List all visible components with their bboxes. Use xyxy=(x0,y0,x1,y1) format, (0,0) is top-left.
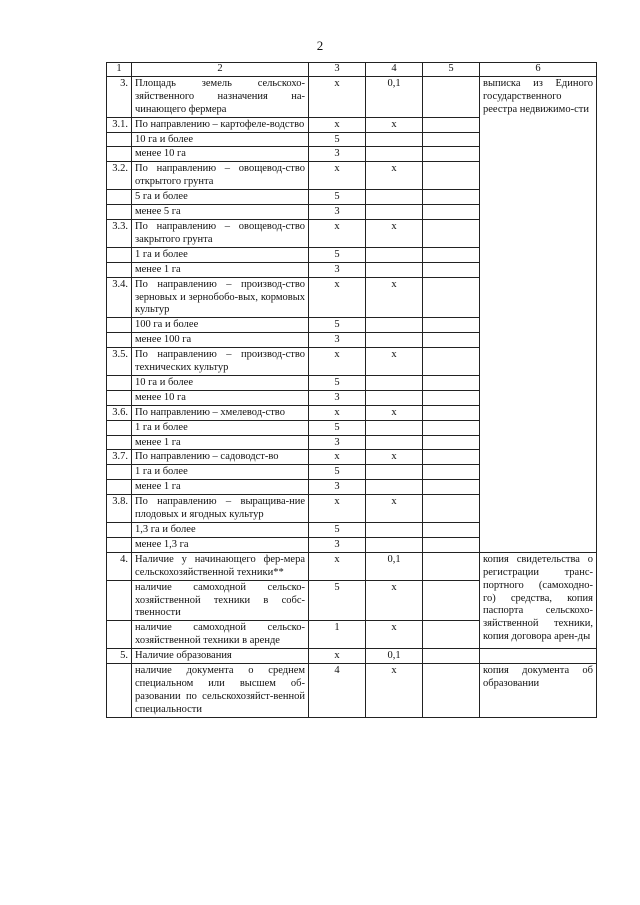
column-3-cell: 3 xyxy=(309,333,366,348)
column-5-cell xyxy=(423,375,480,390)
criterion-cell: 5 га и более xyxy=(132,190,309,205)
row-number xyxy=(107,333,132,348)
column-4-cell: 0,1 xyxy=(366,552,423,580)
column-4-cell xyxy=(366,247,423,262)
column-3-cell: 5 xyxy=(309,580,366,621)
row-number: 3.7. xyxy=(107,450,132,465)
column-4-cell: 0,1 xyxy=(366,76,423,117)
column-3-cell: x xyxy=(309,405,366,420)
row-number xyxy=(107,523,132,538)
criterion-cell: 1 га и более xyxy=(132,465,309,480)
column-3-cell: 5 xyxy=(309,318,366,333)
row-number xyxy=(107,435,132,450)
column-3-cell: 3 xyxy=(309,537,366,552)
criterion-cell: По направлению – овощевод-ство закрытого грунта xyxy=(132,219,309,247)
column-3-cell: x xyxy=(309,277,366,318)
column-4-cell: x xyxy=(366,664,423,718)
column-3-cell: 5 xyxy=(309,132,366,147)
column-header-5: 5 xyxy=(423,63,480,77)
criterion-cell: По направлению – производ-ство зерновых и зернобобо-вых, кормовых культур xyxy=(132,277,309,318)
column-header-4: 4 xyxy=(366,63,423,77)
column-5-cell xyxy=(423,420,480,435)
column-4-cell xyxy=(366,318,423,333)
column-5-cell xyxy=(423,348,480,376)
row-number xyxy=(107,147,132,162)
criterion-cell: менее 5 га xyxy=(132,205,309,220)
column-5-cell xyxy=(423,390,480,405)
column-3-cell: 5 xyxy=(309,465,366,480)
column-5-cell xyxy=(423,205,480,220)
column-4-cell: x xyxy=(366,348,423,376)
row-number xyxy=(107,132,132,147)
column-3-cell: 5 xyxy=(309,420,366,435)
column-5-cell xyxy=(423,247,480,262)
column-5-cell xyxy=(423,649,480,664)
row-number: 3.5. xyxy=(107,348,132,376)
column-5-cell xyxy=(423,162,480,190)
column-5-cell xyxy=(423,465,480,480)
column-3-cell: 3 xyxy=(309,262,366,277)
column-3-cell: x xyxy=(309,649,366,664)
column-3-cell: 3 xyxy=(309,480,366,495)
criterion-cell: По направлению – картофеле-водство xyxy=(132,117,309,132)
criterion-cell: менее 1 га xyxy=(132,435,309,450)
column-4-cell xyxy=(366,205,423,220)
row-number: 3.3. xyxy=(107,219,132,247)
column-3-cell: 5 xyxy=(309,523,366,538)
criterion-cell: менее 10 га xyxy=(132,147,309,162)
table-row xyxy=(107,552,597,580)
column-3-cell: x xyxy=(309,162,366,190)
column-4-cell: x xyxy=(366,405,423,420)
column-4-cell: x xyxy=(366,162,423,190)
row-number xyxy=(107,205,132,220)
column-3-cell: x xyxy=(309,117,366,132)
column-4-cell xyxy=(366,132,423,147)
column-5-cell xyxy=(423,664,480,718)
row-number xyxy=(107,664,132,718)
criterion-cell: Наличие образования xyxy=(132,649,309,664)
column-5-cell xyxy=(423,333,480,348)
column-4-cell xyxy=(366,537,423,552)
criterion-cell: По направлению – хмелевод-ство xyxy=(132,405,309,420)
documents-cell: выписка из Единого государственного реестра недвижимо-сти xyxy=(480,76,597,552)
criteria-table xyxy=(106,62,597,718)
criterion-cell: менее 100 га xyxy=(132,333,309,348)
column-3-cell: 5 xyxy=(309,247,366,262)
row-number xyxy=(107,247,132,262)
column-5-cell xyxy=(423,318,480,333)
column-3-cell: 3 xyxy=(309,435,366,450)
row-number xyxy=(107,580,132,621)
column-4-cell xyxy=(366,262,423,277)
column-header-2: 2 xyxy=(132,63,309,77)
column-3-cell: 1 xyxy=(309,621,366,649)
table-header-row xyxy=(107,63,597,77)
criterion-cell: По направлению – производ-ство технических культур xyxy=(132,348,309,376)
row-number: 3. xyxy=(107,76,132,117)
column-5-cell xyxy=(423,621,480,649)
column-5-cell xyxy=(423,552,480,580)
documents-cell: копия свидетельства о регистрации транс-портного (самоходно-го) средства, копия паспорта сельскохо-зяйственной техники, копия договора арен-ды xyxy=(480,552,597,648)
row-number xyxy=(107,190,132,205)
row-number xyxy=(107,318,132,333)
column-4-cell: x xyxy=(366,580,423,621)
criterion-cell: 10 га и более xyxy=(132,132,309,147)
documents-cell xyxy=(480,649,597,664)
criterion-cell: По направлению – выращива-ние плодовых и ягодных культур xyxy=(132,495,309,523)
row-number: 3.2. xyxy=(107,162,132,190)
row-number xyxy=(107,375,132,390)
row-number: 3.1. xyxy=(107,117,132,132)
row-number xyxy=(107,262,132,277)
column-4-cell: x xyxy=(366,117,423,132)
criterion-cell: наличие документа о среднем специальном или высшем об-разовании по сельскохозяйст-венной специальности xyxy=(132,664,309,718)
row-number: 5. xyxy=(107,649,132,664)
criterion-cell: По направлению – овощевод-ство открытого грунта xyxy=(132,162,309,190)
row-number: 3.8. xyxy=(107,495,132,523)
column-4-cell xyxy=(366,420,423,435)
table-row xyxy=(107,76,597,117)
column-3-cell: 5 xyxy=(309,190,366,205)
column-5-cell xyxy=(423,277,480,318)
criterion-cell: наличие самоходной сельско-хозяйственной техники в аренде xyxy=(132,621,309,649)
column-3-cell: x xyxy=(309,76,366,117)
column-5-cell xyxy=(423,450,480,465)
criterion-cell: Наличие у начинающего фер-мера сельскохозяйственной техники** xyxy=(132,552,309,580)
row-number: 3.4. xyxy=(107,277,132,318)
column-5-cell xyxy=(423,435,480,450)
row-number xyxy=(107,480,132,495)
column-4-cell: x xyxy=(366,495,423,523)
column-4-cell: x xyxy=(366,219,423,247)
column-4-cell xyxy=(366,190,423,205)
column-4-cell: x xyxy=(366,277,423,318)
column-5-cell xyxy=(423,117,480,132)
criterion-cell: 10 га и более xyxy=(132,375,309,390)
column-4-cell xyxy=(366,480,423,495)
column-3-cell: 5 xyxy=(309,375,366,390)
row-number xyxy=(107,390,132,405)
row-number: 3.6. xyxy=(107,405,132,420)
column-5-cell xyxy=(423,147,480,162)
column-5-cell xyxy=(423,480,480,495)
column-4-cell xyxy=(366,523,423,538)
column-5-cell xyxy=(423,495,480,523)
row-number xyxy=(107,537,132,552)
column-5-cell xyxy=(423,132,480,147)
criterion-cell: менее 1 га xyxy=(132,262,309,277)
criterion-cell: По направлению – садоводст-во xyxy=(132,450,309,465)
criterion-cell: менее 1 га xyxy=(132,480,309,495)
criterion-cell: Площадь земель сельскохо-зяйственного назначения на-чинающего фермера xyxy=(132,76,309,117)
table-row xyxy=(107,664,597,718)
row-number xyxy=(107,420,132,435)
page-number: 2 xyxy=(316,38,324,53)
column-3-cell: 3 xyxy=(309,147,366,162)
column-3-cell: 3 xyxy=(309,390,366,405)
column-4-cell: x xyxy=(366,621,423,649)
table-row xyxy=(107,649,597,664)
column-4-cell xyxy=(366,333,423,348)
documents-cell: копия документа об образовании xyxy=(480,664,597,718)
column-4-cell xyxy=(366,435,423,450)
column-3-cell: x xyxy=(309,552,366,580)
criterion-cell: менее 10 га xyxy=(132,390,309,405)
column-header-3: 3 xyxy=(309,63,366,77)
column-4-cell xyxy=(366,147,423,162)
column-5-cell xyxy=(423,262,480,277)
column-4-cell: x xyxy=(366,450,423,465)
column-4-cell xyxy=(366,375,423,390)
column-header-1: 1 xyxy=(107,63,132,77)
column-3-cell: 3 xyxy=(309,205,366,220)
column-3-cell: x xyxy=(309,495,366,523)
column-5-cell xyxy=(423,76,480,117)
column-3-cell: 4 xyxy=(309,664,366,718)
column-5-cell xyxy=(423,219,480,247)
criterion-cell: 1,3 га и более xyxy=(132,523,309,538)
column-5-cell xyxy=(423,580,480,621)
column-5-cell xyxy=(423,523,480,538)
column-5-cell xyxy=(423,537,480,552)
criterion-cell: 1 га и более xyxy=(132,247,309,262)
row-number xyxy=(107,621,132,649)
column-3-cell: x xyxy=(309,219,366,247)
criterion-cell: 1 га и более xyxy=(132,420,309,435)
column-header-6: 6 xyxy=(480,63,597,77)
column-4-cell xyxy=(366,390,423,405)
column-4-cell xyxy=(366,465,423,480)
column-5-cell xyxy=(423,405,480,420)
column-3-cell: x xyxy=(309,348,366,376)
column-3-cell: x xyxy=(309,450,366,465)
criterion-cell: менее 1,3 га xyxy=(132,537,309,552)
row-number xyxy=(107,465,132,480)
row-number: 4. xyxy=(107,552,132,580)
criterion-cell: 100 га и более xyxy=(132,318,309,333)
column-4-cell: 0,1 xyxy=(366,649,423,664)
criterion-cell: наличие самоходной сельско-хозяйственной техники в собс-твенности xyxy=(132,580,309,621)
column-5-cell xyxy=(423,190,480,205)
